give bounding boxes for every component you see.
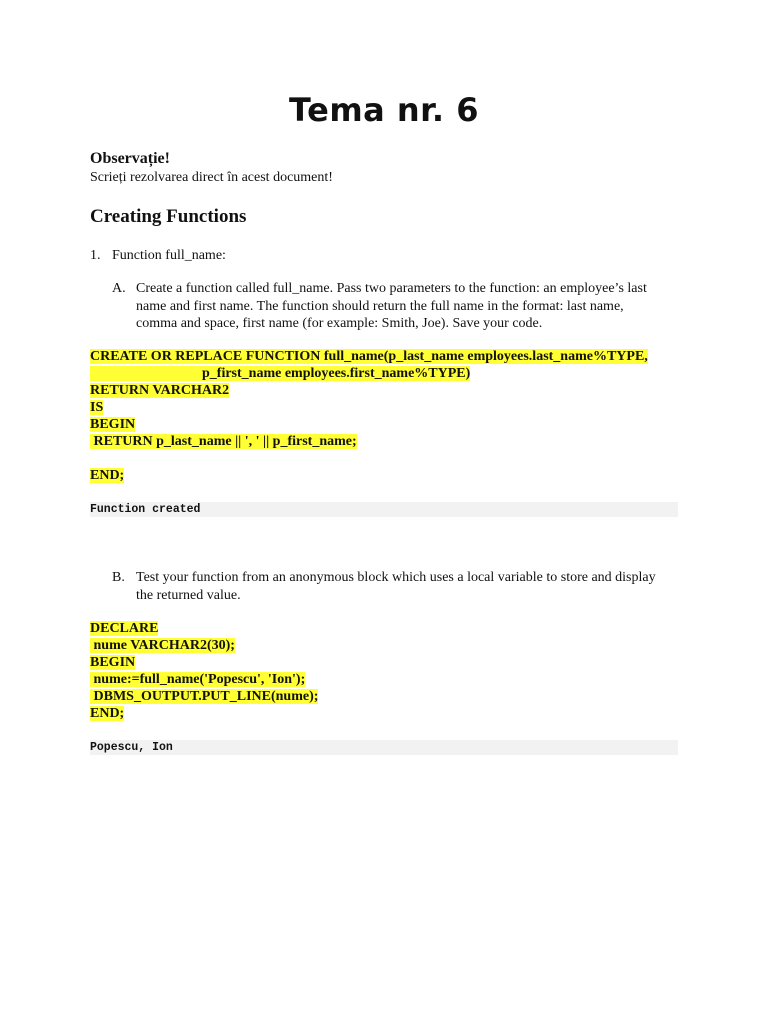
page-title: Tema nr. 6	[289, 91, 479, 129]
code-line: p_first_name employees.first_name%TYPE)	[90, 366, 471, 381]
code-block-function	[90, 348, 648, 484]
sub-item-a-marker: A.	[112, 281, 126, 296]
output-result: Popescu, Ion	[90, 740, 678, 755]
item-1-label: Function full_name:	[112, 248, 226, 263]
observation-text: Scrieți rezolvarea direct în acest document!	[90, 170, 333, 185]
code-line: CREATE OR REPLACE FUNCTION full_name(p_last_name employees.last_name%TYPE,	[90, 349, 648, 364]
code-block-anonymous	[90, 620, 318, 722]
item-1-marker: 1.	[90, 248, 101, 263]
code-line: nume VARCHAR2(30);	[90, 638, 235, 653]
code-line: IS	[90, 400, 104, 415]
sub-item-a-line: name and first name. The function should return the full name in the format: last name,	[136, 298, 624, 314]
numbered-item-1	[90, 247, 226, 265]
code-line: DBMS_OUTPUT.PUT_LINE(nume);	[90, 689, 319, 704]
sub-item-b-line: Test your function from an anonymous block which uses a local variable to store and display	[136, 570, 656, 585]
sub-item-b-line: the returned value.	[136, 587, 241, 603]
sub-item-b-text	[136, 569, 682, 604]
output-function-created: Function created	[90, 502, 678, 517]
code-line: DECLARE	[90, 621, 159, 636]
sub-item-a-line: comma and space, first name (for example: Smith, Joe). Save your code.	[136, 316, 543, 331]
code-line: nume:=full_name('Popescu', 'Ion');	[90, 672, 306, 687]
code-line: BEGIN	[90, 655, 136, 670]
sub-item-a-line: Create a function called full_name. Pass two parameters to the function: an employee’s last	[136, 281, 647, 296]
code-line: RETURN VARCHAR2	[90, 383, 230, 398]
sub-item-b-marker: B.	[112, 570, 125, 585]
observation-heading: Observație!	[90, 150, 170, 167]
code-line: BEGIN	[90, 417, 136, 432]
code-line: END;	[90, 706, 125, 721]
sub-item-b	[112, 569, 682, 604]
sub-item-a	[112, 280, 682, 333]
code-line: END;	[90, 468, 125, 483]
code-line: RETURN p_last_name || ', ' || p_first_name;	[90, 434, 357, 449]
sub-item-a-text	[136, 280, 682, 333]
section-heading: Creating Functions	[90, 206, 247, 227]
